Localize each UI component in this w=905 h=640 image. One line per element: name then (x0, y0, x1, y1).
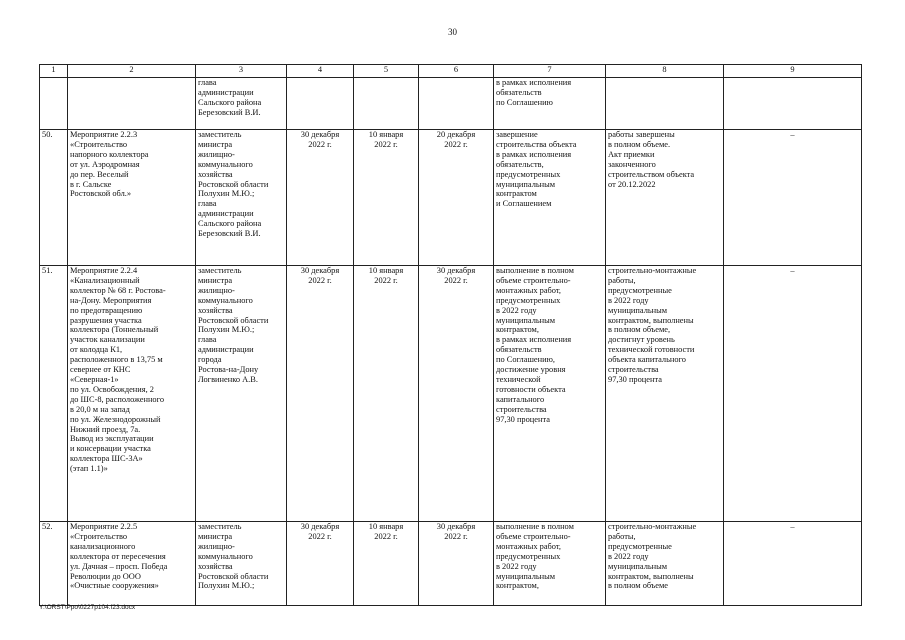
deadline-cell: 10 января 2022 г. (354, 522, 419, 606)
row-number: 51. (40, 266, 68, 522)
deadline-cell: 10 января 2022 г. (354, 266, 419, 522)
result-cell: выполнение в полном объеме строительно- монтажных работ, предусмотренных в 2022 году муниципальным контрактом, в рамках исполнения обязательств по Соглашению, достижение уровня технической готовности объекта капитального строительства 97,30 процента (494, 266, 606, 522)
column-number: 8 (606, 65, 724, 78)
column-number: 6 (419, 65, 494, 78)
event-cell: Мероприятие 2.2.4 «Канализационный коллектор № 68 г. Ростова- на-Дону. Мероприятия по предотвращению разрушения участка коллектора (Тоннельный участок канализации от колодца К1, расположенного в 13,75 м севернее от КНС «Северная-1» по ул. Освобождения, 2 до ШС-8, расположенного в 20,0 м на запад по ул. Железнодорожный Нижний проезд, 7а. Вывод из эксплуатации и консервации участка коллектора ШС-3А» (этап 1.1)» (68, 266, 196, 522)
deadline-cell: 30 декабря 2022 г. (287, 522, 354, 606)
responsible-cell: заместитель министра жилищно- коммунального хозяйства Ростовской области Полухин М.Ю.; (196, 522, 287, 606)
row-number: 52. (40, 522, 68, 606)
result-cell: в рамках исполнения обязательств по Соглашению (494, 78, 606, 130)
deadline-cell: 30 декабря 2022 г. (287, 130, 354, 266)
note-cell: – (724, 266, 862, 522)
page-number: 30 (448, 27, 457, 37)
column-number: 9 (724, 65, 862, 78)
responsible-cell: заместитель министра жилищно- коммунального хозяйства Ростовской области Полухин М.Ю.; глава администрации города Ростова-на-Дону Логвиненко А.В. (196, 266, 287, 522)
deadline-cell: 10 января 2022 г. (354, 130, 419, 266)
column-number: 3 (196, 65, 287, 78)
result-cell: выполнение в полном объеме строительно- монтажных работ, предусмотренных в 2022 году муниципальным контрактом, (494, 522, 606, 606)
deadline-cell: 30 декабря 2022 г. (419, 266, 494, 522)
note-cell: – (724, 130, 862, 266)
status-cell (606, 78, 724, 130)
responsible-cell: глава администрации Сальского района Березовский В.И. (196, 78, 287, 130)
status-cell: строительно-монтажные работы, предусмотренные в 2022 году муниципальным контрактом, выполнены в полном объеме, достигнут уровень технической готовности объекта капитального строительства 97,30 процента (606, 266, 724, 522)
event-cell: Мероприятие 2.2.3 «Строительство напорного коллектора от ул. Аэродромная до пер. Веселый в г. Сальске Ростовской обл.» (68, 130, 196, 266)
column-number: 5 (354, 65, 419, 78)
responsible-cell: заместитель министра жилищно- коммунального хозяйства Ростовской области Полухин М.Ю.; глава администрации Сальского района Березовский В.И. (196, 130, 287, 266)
note-cell (724, 78, 862, 130)
column-number: 1 (40, 65, 68, 78)
table-header-row (40, 65, 862, 78)
file-path-footer: Y:\ORST\Ppo\0227p104.f23.docx (39, 604, 136, 611)
table-row (40, 78, 862, 130)
deadline-cell (419, 78, 494, 130)
status-cell: работы завершены в полном объеме. Акт приемки законченного строительством объекта от 20.12.2022 (606, 130, 724, 266)
column-number: 4 (287, 65, 354, 78)
row-number: 50. (40, 130, 68, 266)
status-cell: строительно-монтажные работы, предусмотренные в 2022 году муниципальным контрактом, выполнены в полном объеме (606, 522, 724, 606)
table-row (40, 522, 862, 606)
deadline-cell: 30 декабря 2022 г. (287, 266, 354, 522)
row-number (40, 78, 68, 130)
table-row (40, 130, 862, 266)
deadline-cell: 20 декабря 2022 г. (419, 130, 494, 266)
table-row (40, 266, 862, 522)
deadline-cell (354, 78, 419, 130)
report-table (39, 64, 862, 606)
deadline-cell: 30 декабря 2022 г. (419, 522, 494, 606)
event-cell (68, 78, 196, 130)
event-cell: Мероприятие 2.2.5 «Строительство канализационного коллектора от пересечения ул. Дачная – просп. Победа Революции до ООО «Очистные сооружения» (68, 522, 196, 606)
column-number: 2 (68, 65, 196, 78)
column-number: 7 (494, 65, 606, 78)
note-cell: – (724, 522, 862, 606)
result-cell: завершение строительства объекта в рамках исполнения обязательств, предусмотренных муниципальным контрактом и Соглашением (494, 130, 606, 266)
deadline-cell (287, 78, 354, 130)
